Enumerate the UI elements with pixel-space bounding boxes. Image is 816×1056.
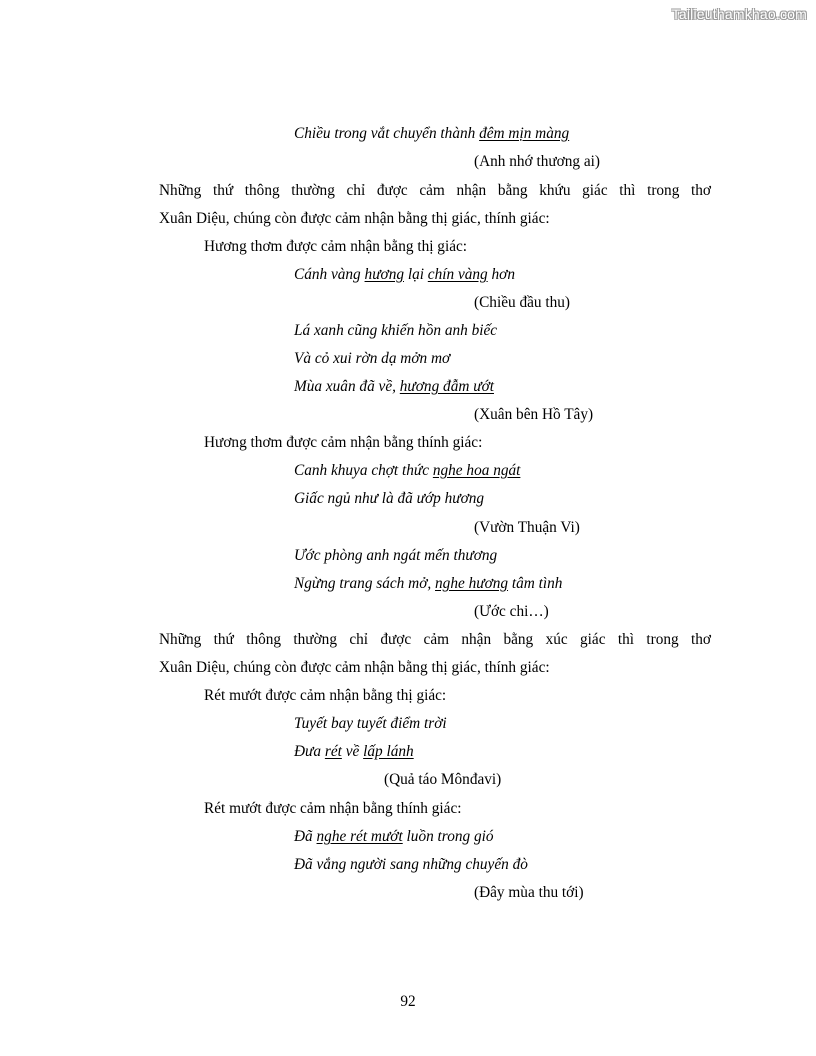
poem-line: Đưa rét về lấp lánh [294,743,414,760]
paragraph-line: Những thứ thông thường chỉ được cảm nhận bằng xúc giác thì trong thơ [159,631,711,648]
poem-line: Ngừng trang sách mở, nghe hương tâm tình [294,575,563,592]
poem-line: Và cỏ xui rờn dạ mởn mơ [294,350,451,367]
poem-source: (Vườn Thuận Vi) [474,519,580,536]
poem-line: Đã vắng người sang những chuyến đò [294,856,528,873]
poem-line: Tuyết bay tuyết điểm trời [294,715,447,732]
watermark: Tailieuthamkhao.com [671,6,807,22]
poem-line: Lá xanh cũng khiến hồn anh biếc [294,322,498,339]
poem-source: (Quả táo Mônđavi) [384,771,502,788]
subheading-line: Rét mướt được cảm nhận bằng thị giác: [204,687,447,704]
page-number: 92 [400,993,416,1010]
paragraph-line: Những thứ thông thường chỉ được cảm nhận bằng khứu giác thì trong thơ [159,182,711,199]
poem-source: (Đây mùa thu tới) [474,884,584,901]
poem-line: Ước phòng anh ngát mến thương [294,547,498,564]
poem-line: Canh khuya chợt thức nghe hoa ngát [294,462,521,479]
poem-line: Đã nghe rét mướt luồn trong gió [294,828,494,845]
paragraph-line: Xuân Diệu, chúng còn được cảm nhận bằng thị giác, thính giác: [159,210,550,227]
subheading-line: Hương thơm được cảm nhận bằng thị giác: [204,238,468,255]
subheading-line: Rét mướt được cảm nhận bằng thính giác: [204,800,462,817]
poem-line: Cánh vàng hương lại chín vàng hơn [294,266,515,283]
poem-line: Giấc ngủ như là đã ướp hương [294,490,485,507]
poem-source: (Anh nhớ thương ai) [474,153,601,170]
poem-source: (Ước chi…) [474,603,549,620]
poem-line: Mùa xuân đã về, hương đẫm ướt [294,378,494,395]
poem-source: (Chiều đầu thu) [474,294,571,311]
poem-source: (Xuân bên Hồ Tây) [474,406,594,423]
paragraph-line: Xuân Diệu, chúng còn được cảm nhận bằng thị giác, thính giác: [159,659,550,676]
subheading-line: Hương thơm được cảm nhận bằng thính giác: [204,434,483,451]
poem-line: Chiều trong vắt chuyển thành đêm mịn màng [294,125,570,142]
